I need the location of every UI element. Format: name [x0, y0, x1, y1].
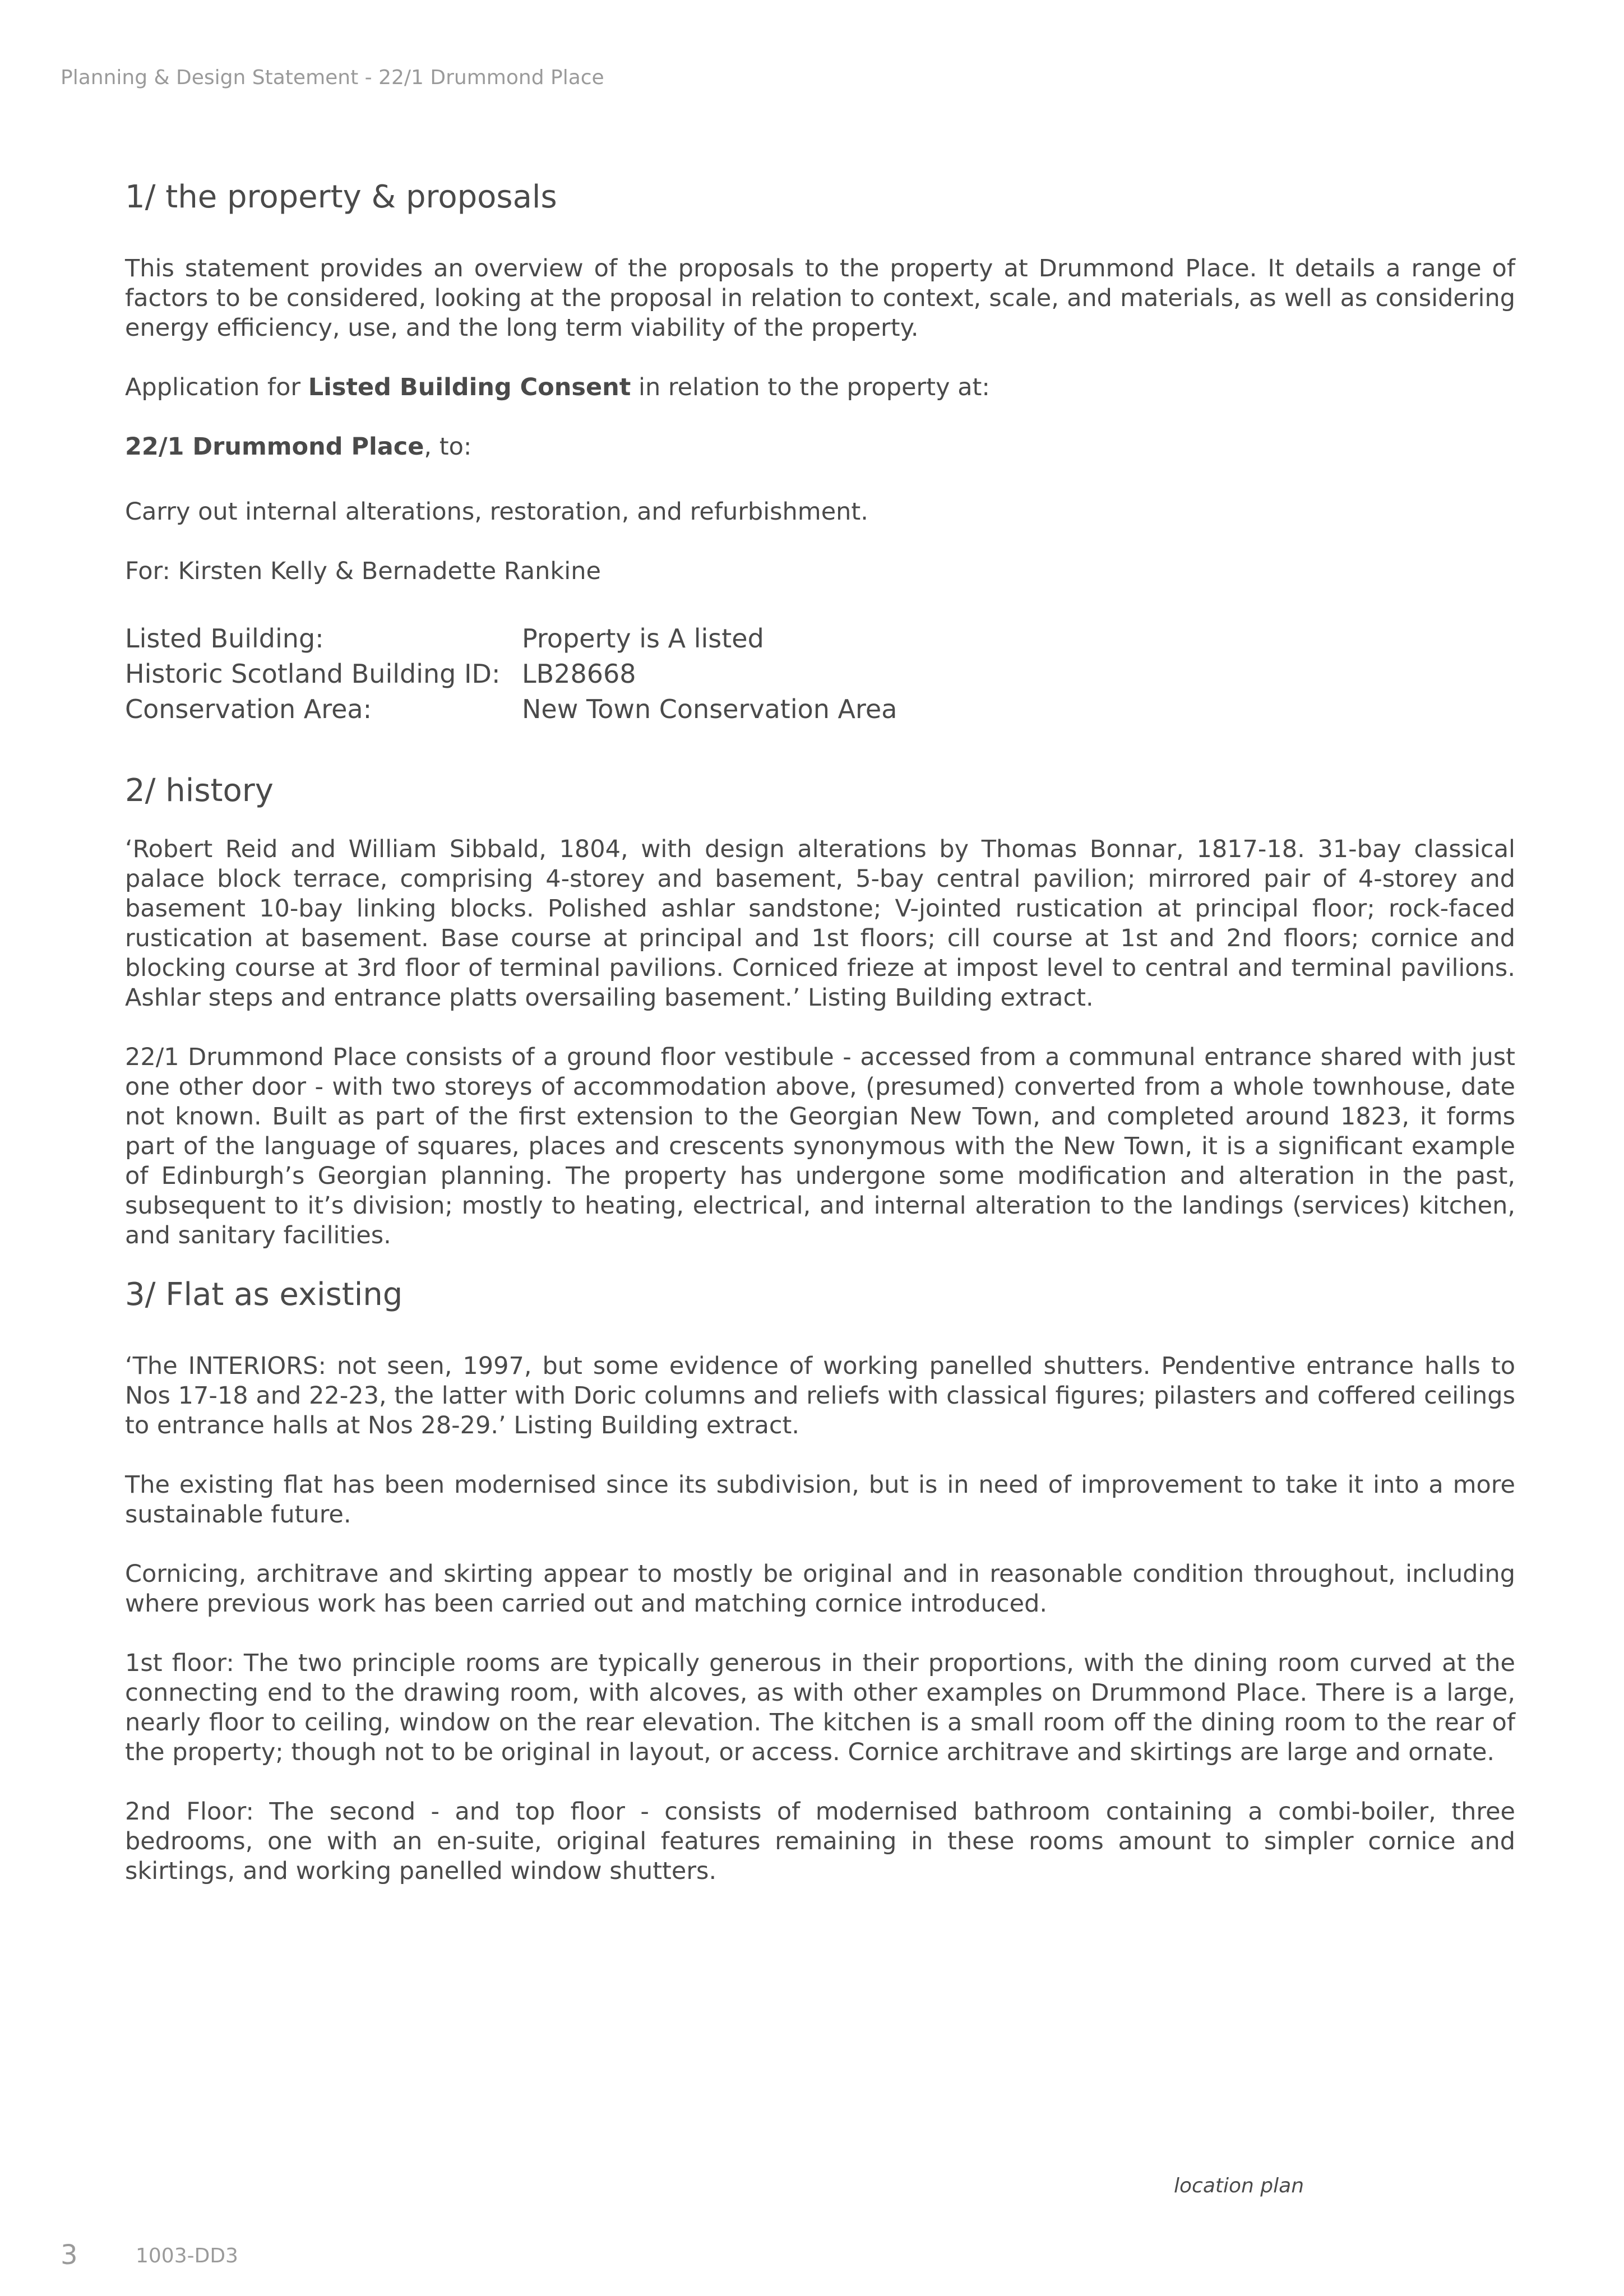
- application-prefix: Application for: [125, 373, 308, 402]
- table-row: [125, 621, 897, 656]
- existing-paragraph-4: 1st floor: The two principle rooms are typically generous in their proportions, with the dining room curved at the connecting end to the drawing room, with alcoves, as with other examples on Drummond Place. There is a large, nearly floor to ceiling, window on the rear elevation. The kitchen is a small room off the dining room to the rear of the property; though not to be original in layout, or access. Cornice architrave and skirtings are large and ornate.: [125, 1649, 1515, 1766]
- section-heading-existing: 3/ Flat as existing: [125, 1276, 403, 1313]
- existing-paragraph-2: The existing flat has been modernised since its subdivision, but is in need of improvement to take it into a more sustainable future.: [125, 1470, 1515, 1529]
- detail-value: New Town Conservation Area: [522, 694, 897, 725]
- table-row: [125, 692, 897, 727]
- application-suffix: in relation to the property at:: [631, 373, 990, 402]
- property-address: 22/1 Drummond Place: [125, 433, 424, 461]
- document-reference: 1003-DD3: [136, 2244, 238, 2267]
- works-description: Carry out internal alterations, restoration, and refurbishment.: [125, 498, 868, 526]
- detail-value: LB28668: [522, 659, 636, 689]
- detail-value: Property is A listed: [522, 623, 764, 654]
- client-line: For: Kirsten Kelly & Bernadette Rankine: [125, 557, 601, 586]
- address-suffix: , to:: [424, 433, 472, 461]
- section-heading-property: 1/ the property & proposals: [125, 179, 557, 215]
- intro-paragraph: This statement provides an overview of the proposals to the property at Drummond Place. It details a range of factors to be considered, looking at the proposal in relation to context, scale, and materials, as well as considering energy efficiency, use, and the long term viability of the property.: [125, 254, 1515, 342]
- running-header: Planning & Design Statement - 22/1 Drummond Place: [61, 66, 604, 89]
- detail-label: Listed Building:: [125, 623, 324, 654]
- history-paragraph-1: ‘Robert Reid and William Sibbald, 1804, with design alterations by Thomas Bonnar, 1817-18. 31-bay classical palace block terrace, comprising 4-storey and basement, 5-bay central pavilion; mirrored pair of 4-storey and basement 10-bay linking blocks. Polished ashlar sandstone; V-jointed rustication at principal floor; rock-faced rustication at basement. Base course at principal and 1st floors; cill course at 1st and 2nd floors; cornice and blocking course at 3rd floor of terminal pavilions. Corniced frieze at impost level to central and terminal pavilions. Ashlar steps and entrance platts oversailing basement.’ Listing Building extract.: [125, 835, 1515, 1012]
- section-heading-history: 2/ history: [125, 772, 274, 809]
- listing-details-table: [125, 621, 897, 727]
- history-paragraph-2: 22/1 Drummond Place consists of a ground floor vestibule - accessed from a communal entrance shared with just one other door - with two storeys of accommodation above, (presumed) converted from a whole townhouse, date not known. Built as part of the first extension to the Georgian New Town, and completed around 1823, it forms part of the language of squares, places and crescents synonymous with the New Town, it is a significant example of Edinburgh’s Georgian planning. The property has undergone some modification and alteration in the past, subsequent to it’s division; mostly to heating, electrical, and internal alteration to the landings (services) kitchen, and sanitary facilities.: [125, 1043, 1515, 1250]
- address-line: [125, 432, 1515, 462]
- application-type: Listed Building Consent: [308, 373, 631, 402]
- document-body: [125, 178, 1515, 1886]
- detail-label: Conservation Area:: [125, 694, 372, 725]
- table-row: [125, 656, 897, 692]
- figure-caption: location plan: [1174, 2174, 1304, 2197]
- existing-paragraph-5: 2nd Floor: The second - and top floor - consists of modernised bathroom containing a combi-boiler, three bedrooms, one with an en-suite, original features remaining in these rooms amount to simpler cornice and skirtings, and working panelled window shutters.: [125, 1797, 1515, 1885]
- page-number: 3: [61, 2239, 78, 2271]
- detail-label: Historic Scotland Building ID:: [125, 659, 501, 689]
- application-line: [125, 373, 1515, 402]
- existing-paragraph-3: Cornicing, architrave and skirting appear to mostly be original and in reasonable condition throughout, including where previous work has been carried out and matching cornice introduced.: [125, 1559, 1515, 1618]
- existing-paragraph-1: ‘The INTERIORS: not seen, 1997, but some evidence of working panelled shutters. Pendentive entrance halls to Nos 17-18 and 22-23, the latter with Doric columns and reliefs with classical figures; pilasters and coffered ceilings to entrance halls at Nos 28-29.’ Listing Building extract.: [125, 1351, 1515, 1439]
